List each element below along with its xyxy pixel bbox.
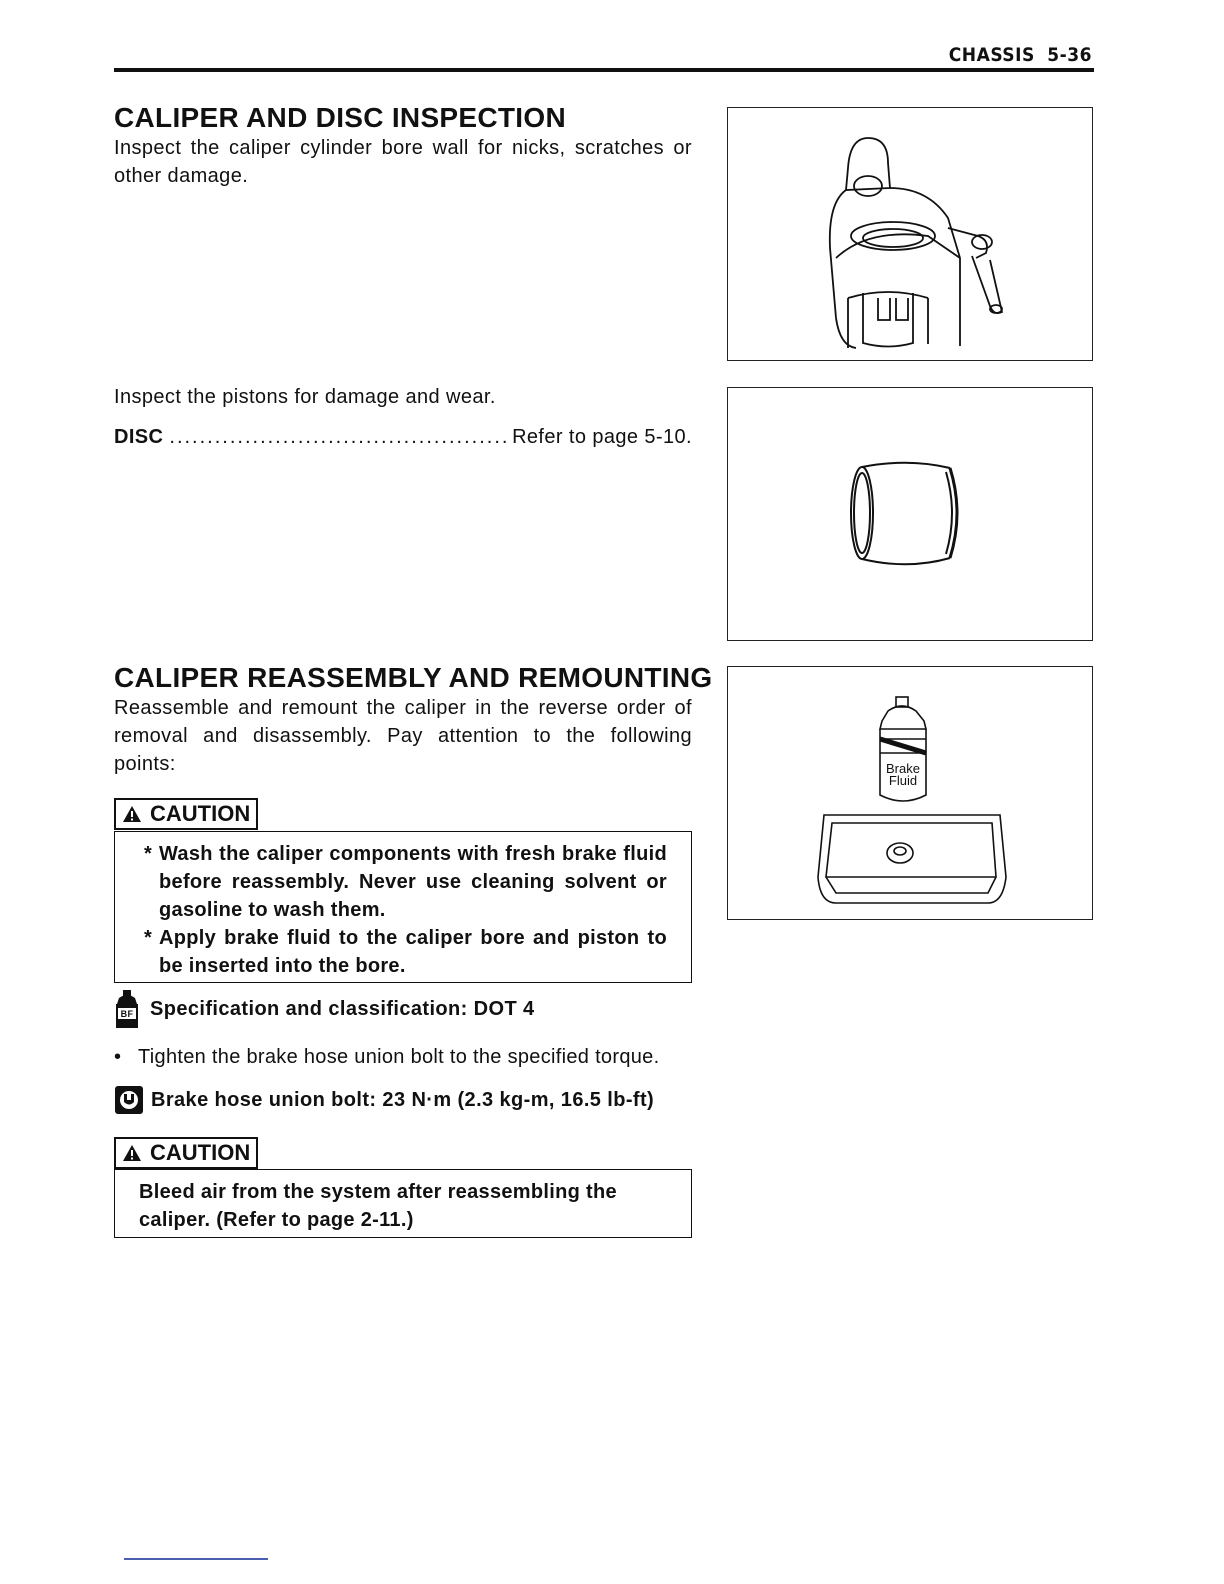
caution-item: * Apply brake fluid to the caliper bore and piston to be inserted into the bore.: [137, 924, 667, 980]
brake-fluid-illustration: [728, 667, 1094, 921]
spec-line: [114, 990, 535, 1028]
paragraph-bore-inspection: Inspect the caliper cylinder bore wall for nicks, scratches or other damage.: [114, 137, 692, 187]
header-rule: [114, 68, 1094, 72]
warning-triangle-icon: [122, 805, 142, 823]
can-label-brake: Brake: [886, 761, 920, 776]
caution-box-1: [114, 831, 692, 983]
paragraph-piston-inspection: Inspect the pistons for damage and wear.: [114, 386, 496, 408]
caution-item-text: Wash the caliper components with fresh brake fluid before reassembly. Never use cleaning solvent or gasoline to wash them.: [159, 843, 667, 921]
figure-brake-fluid-tray: [727, 666, 1093, 920]
footer-rule: [124, 1558, 268, 1560]
torque-text: Brake hose union bolt: 23 N·m (2.3 kg-m, 16.5 lb-ft): [151, 1088, 655, 1111]
caution-item-text: Apply brake fluid to the caliper bore and piston to be inserted into the bore.: [159, 927, 667, 977]
bullet-text: Tighten the brake hose union bolt to the specified torque.: [138, 1046, 660, 1068]
caution-box-2: [114, 1169, 692, 1238]
caution-label-2: [114, 1137, 258, 1169]
section-title-inspection: CALIPER AND DISC INSPECTION: [114, 102, 566, 133]
piston-illustration: [728, 388, 1094, 642]
header-section: CHASSIS: [948, 44, 1035, 66]
svg-text:BF: BF: [120, 1009, 134, 1019]
caution-item: [139, 1178, 667, 1234]
figure-caliper-body: [727, 107, 1093, 361]
bullet-torque-instruction: • Tighten the brake hose union bolt to the specified torque.: [114, 1046, 660, 1068]
caliper-illustration: [728, 108, 1094, 362]
disc-label: DISC: [114, 426, 164, 448]
section-title-reassembly: CALIPER REASSEMBLY AND REMOUNTING: [114, 662, 713, 693]
disc-page-reference: Refer to page 5-10.: [512, 426, 692, 448]
brake-fluid-icon: [114, 990, 140, 1028]
disc-reference-row: [114, 426, 692, 449]
figure-piston: [727, 387, 1093, 641]
caution-text: CAUTION: [150, 1140, 251, 1165]
caution-item: * Wash the caliper components with fresh brake fluid before reassembly. Never use cleaning solvent or gasoline to wash them.: [137, 840, 667, 924]
caution-item-text: Bleed air from the system after reassembling the caliper. (Refer to page 2-11.): [139, 1181, 617, 1231]
leader-dots: [169, 426, 506, 449]
spec-text: Specification and classification: DOT 4: [150, 997, 535, 1020]
page-header: [949, 44, 1092, 66]
caution-text: CAUTION: [150, 801, 251, 826]
header-page-number: 5-36: [1047, 44, 1092, 66]
warning-triangle-icon: [122, 1144, 142, 1162]
torque-wrench-icon: [114, 1085, 144, 1115]
torque-spec-line: [114, 1085, 654, 1115]
can-label-fluid: Fluid: [888, 773, 918, 788]
paragraph-reassembly: Reassemble and remount the caliper in the reverse order of removal and disassembly. Pay attention to the following points:: [114, 697, 692, 775]
caution-label-1: [114, 798, 258, 830]
